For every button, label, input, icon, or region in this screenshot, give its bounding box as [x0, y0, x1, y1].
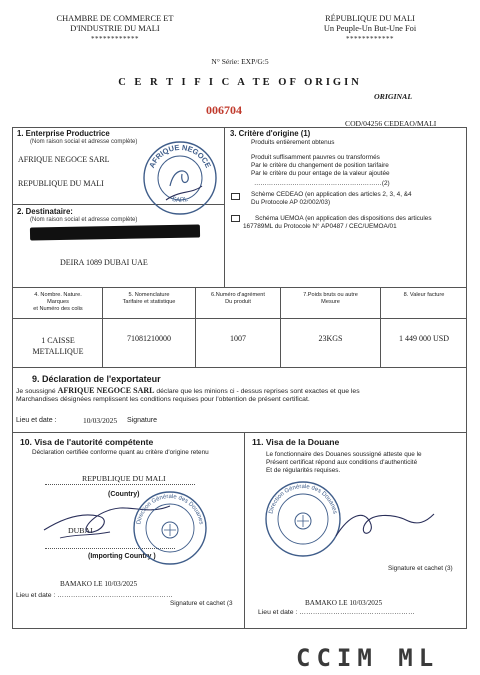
declaration-company: AFRIQUE NEGOCE SARL — [57, 386, 155, 395]
col-header-valeur — [381, 292, 467, 299]
col-header-nomenclature — [103, 292, 195, 306]
producer-country: REPUBLIQUE DU MALI — [18, 179, 104, 188]
col-header-agrement — [196, 292, 280, 306]
box9-lieu: Lieu et date : — [16, 417, 57, 424]
table-col-divider-4 — [380, 287, 381, 367]
republic-motto: Un Peuple-Un But-Une Foi — [323, 24, 417, 33]
criterion-line-5: ……………………………………………………(2) — [254, 180, 390, 187]
republic-name: RÉPUBLIQUE DU MALI — [325, 14, 415, 23]
uemoa-text-1: Schéma UEMOA (en application des dispositions des articules — [255, 215, 432, 222]
criterion-line-4: Par le critère du pour entage de la valeur ajoutée — [251, 170, 390, 177]
box1-sub: (Nom raison social et adresse complète) — [30, 139, 138, 145]
company-stamp-top-text: AFRIQUE NEGOCE — [147, 142, 213, 170]
box11-place-date: BAMAKO LE 10/03/2025 — [305, 599, 383, 607]
box11-text-2: Présent certificat répond aux conditions d'authenticité — [266, 459, 418, 466]
ccim-watermark: CCIM ML — [296, 644, 440, 672]
box10-lieu: Lieu et date : …………………………………………… — [16, 592, 173, 599]
cell-poids: 23KGS — [318, 334, 343, 343]
declaration-line2: Marchandises désignées remplissent les conditions requises pour l'obtention de présent certificat. — [16, 396, 310, 403]
cell-colis-line1: 1 CAISSE — [41, 336, 75, 345]
uemoa-text-2: 167789ML du Protocole N° AP0487 / CEC/UEMOA/01 — [243, 223, 397, 230]
box11-text-3: Et de régularités requises. — [266, 467, 341, 474]
box10-importing-label: (Importing Country ) — [88, 553, 156, 560]
company-stamp — [140, 138, 220, 218]
republic-header — [290, 14, 450, 44]
serial-number: N° Série: EXP/G:5 — [211, 57, 269, 66]
box10-sub: Déclaration certifiée conforme quant au critère d'origine retenu — [32, 449, 209, 456]
box2-sub: (Nom raison social et adresse complète) — [30, 217, 138, 223]
col-header-colis — [14, 292, 102, 313]
divider-box10-box11 — [244, 432, 245, 629]
company-stamp-icon — [140, 138, 220, 218]
chamber-header — [30, 14, 200, 44]
declaration-post: déclare que les minions ci - dessus reprises sont exactes et que les — [154, 388, 360, 395]
cell-agrement: 1007 — [230, 334, 246, 343]
cedeao-checkbox[interactable] — [231, 193, 240, 200]
col-header-valeur-text: 8. Valeur facture — [403, 292, 445, 298]
cod-reference: COD/04256 CEDEAO/MALI — [345, 119, 437, 128]
box10-country-line — [45, 484, 195, 485]
cell-colis — [14, 335, 102, 357]
cell-nomenclature: 71081210000 — [127, 334, 171, 343]
box9-signature: Signature — [127, 417, 157, 424]
criterion-line-2: Produit suffisamment pauvres ou transformés — [251, 154, 380, 161]
box9-label: 9. Déclaration de l'exportateur — [32, 374, 161, 384]
producer-name: AFRIQUE NEGOCE SARL — [18, 155, 110, 164]
divider-table-top — [12, 287, 467, 288]
consignee-address: DEIRA 1089 DUBAI UAE — [60, 258, 148, 267]
col-header-agrement-text: 6.Numéro d'agrément Du produit — [211, 292, 265, 305]
box10-label: 10. Visa de l'autorité compétente — [20, 437, 154, 447]
chamber-name-line1: CHAMBRE DE COMMERCE ET — [56, 14, 174, 23]
cedeao-text-2: Du Protocole AP 02/002/03) — [251, 199, 331, 206]
box10-importing-value: DUBAI — [68, 526, 93, 535]
svg-text:SARL — [171, 196, 189, 204]
customs-stamp-left — [130, 488, 210, 568]
cell-colis-line2: METALLIQUE — [32, 347, 84, 356]
original-mark: ORIGINAL — [374, 92, 413, 101]
cedeao-text-1: Schème CEDEAO (en application des articles 2, 3, 4, &4 — [251, 191, 412, 198]
box1-label: 1. Enterprise Productrice — [17, 129, 110, 138]
chamber-name-line2: D'INDUSTRIE DU MALI — [70, 24, 160, 33]
box10-country-value: REPUBLIQUE DU MALI — [82, 474, 166, 483]
box2-label: 2. Destinataire: — [17, 207, 73, 216]
box11-text-1: Le fonctionnaire des Douanes soussigné atteste que le — [266, 451, 422, 458]
criterion-line-3: Par le critère du changement de position tarifaire — [251, 162, 389, 169]
criterion-line-1: Produits entièrement obtenus — [251, 139, 335, 146]
col-header-poids-text: 7.Poids bruts ou autre Mesure — [303, 292, 358, 305]
declaration-pre: Je soussigné — [16, 388, 58, 395]
box11-signature: Signature et cachet (3) — [388, 565, 453, 572]
chamber-stars: ************ — [91, 35, 139, 43]
col-header-colis-text: 4. Nombre. Nature. Marques et Numéro des colis — [33, 292, 83, 312]
certificate-number: 006704 — [206, 103, 242, 117]
divider-table-header — [12, 318, 467, 319]
col-header-poids — [281, 292, 380, 306]
signature-scribble-right-icon — [330, 500, 440, 550]
divider-vertical-top — [224, 127, 225, 287]
box3-label: 3. Critère d'origine (1) — [230, 129, 311, 138]
box10-country-label: (Country) — [108, 491, 140, 498]
svg-text:Direction Générale des Douanes — [136, 494, 204, 525]
box10-signature: Signature et cachet (3 — [170, 600, 233, 607]
uemoa-checkbox[interactable] — [231, 215, 240, 222]
box11-label: 11. Visa de la Douane — [252, 437, 340, 447]
divider-box9-bottom — [12, 432, 467, 433]
box9-date: 10/03/2025 — [83, 416, 118, 425]
box11-lieu: Lieu et date : …………………………………………… — [258, 609, 415, 616]
document-title: C E R T I F I C A TE OF ORIGIN — [118, 77, 362, 88]
republic-stars: ************ — [346, 35, 394, 43]
svg-text:Direction Générale des Douanes — [268, 484, 337, 514]
customs-stamp-left-text: Direction Générale des Douanes — [136, 493, 204, 525]
company-stamp-bottom-text: SARL — [171, 195, 189, 205]
divider-table-bottom — [12, 367, 467, 368]
customs-stamp-right-text: Direction Générale des Douanes — [268, 483, 338, 515]
box9-declaration — [16, 387, 461, 396]
col-header-nomenclature-text: 5. Nomenclature Tarifaire et statistique — [122, 292, 176, 305]
box10-place-date: BAMAKO LE 10/03/2025 — [60, 580, 138, 588]
box11-signature-scribble — [330, 500, 440, 550]
customs-stamp-left-icon — [130, 488, 210, 568]
cell-valeur: 1 449 000 USD — [398, 334, 449, 343]
